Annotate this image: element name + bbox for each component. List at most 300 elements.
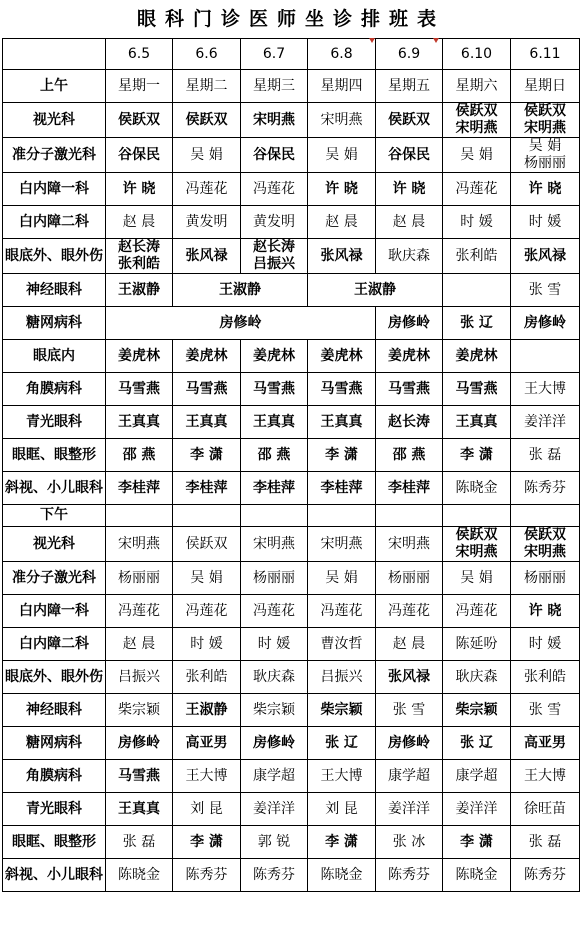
doctor-cell bbox=[173, 406, 241, 439]
doctor-cell bbox=[308, 173, 376, 206]
doctor-cell bbox=[106, 472, 173, 505]
department-label: 白内障一科 bbox=[3, 595, 106, 628]
doctor-name: 李 潇 bbox=[325, 833, 358, 850]
doctor-name: 张 辽 bbox=[460, 734, 493, 751]
date-cell: 6.9 bbox=[376, 39, 443, 70]
schedule-row bbox=[3, 760, 580, 793]
doctor-name: 陈晓金 bbox=[455, 479, 498, 496]
doctor-cell bbox=[106, 694, 173, 727]
doctor-cell bbox=[443, 206, 511, 239]
schedule-row bbox=[3, 826, 580, 859]
doctor-name: 赵 晨 bbox=[325, 213, 358, 230]
doctor-cell bbox=[376, 562, 443, 595]
doctor-cell bbox=[173, 239, 241, 274]
doctor-cell bbox=[308, 527, 376, 562]
doctor-name: 冯莲花 bbox=[320, 602, 363, 619]
doctor-name: 赵 晨 bbox=[122, 213, 156, 230]
date-cell: 6.6 bbox=[173, 39, 241, 70]
doctor-cell bbox=[106, 760, 173, 793]
doctor-cell bbox=[443, 274, 511, 307]
department-label: 眼眶、眼整形 bbox=[3, 826, 106, 859]
doctor-name: 吴 娟 bbox=[460, 146, 493, 163]
doctor-name: 时 媛 bbox=[460, 213, 493, 230]
doctor-cell bbox=[106, 661, 173, 694]
doctor-cell bbox=[173, 138, 241, 173]
corner-cell bbox=[3, 39, 106, 70]
schedule-row bbox=[3, 206, 580, 239]
doctor-cell: 王淑静 bbox=[308, 274, 443, 307]
doctor-cell bbox=[511, 826, 580, 859]
doctor-name: 柴宗颖 bbox=[118, 701, 160, 718]
department-label: 眼底内 bbox=[3, 340, 106, 373]
doctor-name: 王大博 bbox=[524, 767, 566, 784]
doctor-cell bbox=[511, 472, 580, 505]
doctor-cell bbox=[376, 595, 443, 628]
doctor-name: 冯莲花 bbox=[118, 602, 160, 619]
doctor-cell bbox=[308, 760, 376, 793]
department-label: 视光科 bbox=[3, 103, 106, 138]
doctor-cell bbox=[106, 527, 173, 562]
doctor-cell: 房修岭 bbox=[511, 307, 580, 340]
blank-cell bbox=[443, 505, 511, 527]
doctor-name: 侯跃双 bbox=[455, 103, 498, 119]
doctor-name: 邵 燕 bbox=[122, 446, 156, 463]
doctor-cell bbox=[106, 562, 173, 595]
doctor-cell bbox=[511, 793, 580, 826]
doctor-cell bbox=[308, 727, 376, 760]
doctor-name: 张 磊 bbox=[528, 446, 562, 463]
doctor-cell bbox=[308, 826, 376, 859]
doctor-name: 刘 昆 bbox=[190, 800, 223, 817]
doctor-name: 吴 娟 bbox=[190, 569, 223, 586]
afternoon-label-row bbox=[3, 505, 580, 527]
weekday-cell: 星期一 bbox=[106, 70, 173, 103]
schedule-row bbox=[3, 340, 580, 373]
doctor-name: 宋明燕 bbox=[455, 544, 498, 560]
doctor-cell bbox=[511, 859, 580, 892]
doctor-cell bbox=[308, 595, 376, 628]
doctor-name: 宋明燕 bbox=[320, 111, 363, 128]
doctor-name: 姜洋洋 bbox=[253, 800, 295, 817]
doctor-cell bbox=[308, 103, 376, 138]
doctor-cell bbox=[511, 373, 580, 406]
doctor-name: 侯跃双 bbox=[118, 111, 160, 128]
doctor-name: 张利皓 bbox=[118, 256, 160, 272]
weekday-cell: 星期五 bbox=[376, 70, 443, 103]
doctor-name: 杨丽丽 bbox=[118, 569, 160, 586]
doctor-name: 张 辽 bbox=[325, 734, 358, 751]
doctor-cell bbox=[443, 439, 511, 472]
doctor-name: 吕振兴 bbox=[320, 668, 363, 685]
doctor-cell bbox=[376, 239, 443, 274]
schedule-row bbox=[3, 793, 580, 826]
doctor-name: 赵长涛 bbox=[253, 239, 295, 255]
department-label: 白内障二科 bbox=[3, 628, 106, 661]
doctor-cell bbox=[308, 628, 376, 661]
doctor-cell bbox=[443, 406, 511, 439]
doctor-cell bbox=[511, 239, 580, 274]
department-label: 眼底外、眼外伤 bbox=[3, 239, 106, 274]
doctor-name: 王真真 bbox=[118, 800, 160, 817]
doctor-cell bbox=[376, 173, 443, 206]
doctor-cell bbox=[241, 439, 308, 472]
doctor-name: 马雪燕 bbox=[118, 380, 160, 397]
doctor-name: 王真真 bbox=[455, 413, 498, 430]
doctor-name: 李 潇 bbox=[190, 833, 223, 850]
doctor-name: 冯莲花 bbox=[455, 180, 498, 197]
doctor-name: 李桂萍 bbox=[118, 479, 160, 496]
doctor-name: 时 媛 bbox=[190, 635, 223, 652]
doctor-name: 宋明燕 bbox=[253, 535, 295, 552]
doctor-name: 陈晓金 bbox=[320, 866, 363, 883]
doctor-cell bbox=[106, 595, 173, 628]
department-label: 青光眼科 bbox=[3, 406, 106, 439]
doctor-cell: 房修岭 bbox=[376, 307, 443, 340]
doctor-cell bbox=[308, 562, 376, 595]
doctor-cell bbox=[241, 406, 308, 439]
doctor-name: 李桂萍 bbox=[320, 479, 363, 496]
blank-cell bbox=[511, 505, 580, 527]
department-label: 眼底外、眼外伤 bbox=[3, 661, 106, 694]
doctor-name: 宋明燕 bbox=[320, 535, 363, 552]
doctor-cell bbox=[376, 373, 443, 406]
doctor-cell bbox=[443, 472, 511, 505]
doctor-cell bbox=[376, 826, 443, 859]
doctor-name: 徐旺苗 bbox=[524, 800, 566, 817]
doctor-name: 康学超 bbox=[388, 767, 430, 784]
doctor-name: 马雪燕 bbox=[253, 380, 295, 397]
doctor-name: 房修岭 bbox=[118, 734, 160, 751]
doctor-name: 郭 锐 bbox=[257, 833, 291, 850]
department-label: 眼眶、眼整形 bbox=[3, 439, 106, 472]
doctor-name: 邵 燕 bbox=[392, 446, 426, 463]
doctor-cell bbox=[443, 661, 511, 694]
doctor-name: 侯跃双 bbox=[185, 535, 228, 552]
doctor-cell bbox=[173, 661, 241, 694]
doctor-cell bbox=[308, 694, 376, 727]
doctor-name: 康学超 bbox=[455, 767, 498, 784]
doctor-cell: 姜虎林 bbox=[106, 340, 173, 373]
doctor-cell: 王淑静 bbox=[173, 274, 308, 307]
blank-cell bbox=[308, 505, 376, 527]
doctor-name: 时 媛 bbox=[528, 635, 562, 652]
doctor-cell bbox=[308, 406, 376, 439]
doctor-name: 宋明燕 bbox=[388, 535, 430, 552]
doctor-cell bbox=[308, 439, 376, 472]
doctor-cell bbox=[241, 628, 308, 661]
doctor-cell bbox=[511, 727, 580, 760]
doctor-cell bbox=[106, 727, 173, 760]
doctor-name: 房修岭 bbox=[388, 734, 430, 751]
column-marker bbox=[369, 38, 375, 43]
doctor-name: 张风禄 bbox=[388, 668, 430, 685]
doctor-name: 马雪燕 bbox=[185, 380, 228, 397]
doctor-name: 张利皓 bbox=[185, 668, 228, 685]
blank-cell bbox=[173, 505, 241, 527]
schedule-row bbox=[3, 628, 580, 661]
doctor-cell bbox=[443, 826, 511, 859]
doctor-cell bbox=[376, 138, 443, 173]
doctor-cell bbox=[308, 138, 376, 173]
weekday-cell: 星期三 bbox=[241, 70, 308, 103]
doctor-cell bbox=[443, 628, 511, 661]
schedule-row bbox=[3, 239, 580, 274]
doctor-cell bbox=[376, 628, 443, 661]
doctor-cell bbox=[241, 173, 308, 206]
schedule-row bbox=[3, 274, 580, 307]
doctor-name: 李 潇 bbox=[460, 833, 493, 850]
doctor-cell: 姜虎林 bbox=[443, 340, 511, 373]
doctor-name: 柴宗颖 bbox=[320, 701, 363, 718]
doctor-name: 李 潇 bbox=[190, 446, 223, 463]
page-title: 眼科门诊医师坐诊排班表 bbox=[136, 8, 445, 30]
doctor-cell bbox=[443, 694, 511, 727]
doctor-name: 耿庆森 bbox=[388, 247, 430, 264]
doctor-name: 吴 娟 bbox=[190, 146, 223, 163]
doctor-cell bbox=[173, 826, 241, 859]
doctor-cell bbox=[106, 793, 173, 826]
doctor-name: 陈晓金 bbox=[455, 866, 498, 883]
doctor-cell bbox=[173, 206, 241, 239]
doctor-name: 陈延吩 bbox=[455, 635, 498, 652]
doctor-name: 吴 娟 bbox=[325, 569, 358, 586]
doctor-name: 宋明燕 bbox=[118, 535, 160, 552]
doctor-name: 赵长涛 bbox=[118, 239, 160, 255]
doctor-cell bbox=[443, 760, 511, 793]
doctor-cell bbox=[511, 439, 580, 472]
doctor-cell bbox=[241, 527, 308, 562]
schedule-row bbox=[3, 527, 580, 562]
doctor-cell bbox=[106, 628, 173, 661]
doctor-name: 高亚男 bbox=[524, 734, 566, 751]
doctor-cell bbox=[443, 793, 511, 826]
doctor-cell bbox=[511, 694, 580, 727]
doctor-cell bbox=[376, 103, 443, 138]
doctor-cell bbox=[241, 826, 308, 859]
doctor-cell bbox=[241, 206, 308, 239]
department-label: 准分子激光科 bbox=[3, 138, 106, 173]
doctor-name: 许 晓 bbox=[325, 180, 358, 197]
doctor-cell bbox=[308, 373, 376, 406]
doctor-cell bbox=[376, 406, 443, 439]
doctor-name: 柴宗颖 bbox=[253, 701, 295, 718]
doctor-cell bbox=[173, 694, 241, 727]
weekday-cell: 星期二 bbox=[173, 70, 241, 103]
doctor-cell bbox=[241, 727, 308, 760]
doctor-cell bbox=[173, 527, 241, 562]
doctor-cell bbox=[241, 562, 308, 595]
doctor-name: 张风禄 bbox=[185, 247, 228, 264]
department-label: 白内障一科 bbox=[3, 173, 106, 206]
morning-label: 上午 bbox=[3, 70, 106, 103]
doctor-cell bbox=[308, 859, 376, 892]
department-label: 角膜病科 bbox=[3, 373, 106, 406]
doctor-name: 李 潇 bbox=[460, 446, 493, 463]
department-label: 斜视、小儿眼科 bbox=[3, 472, 106, 505]
doctor-name: 曹汝哲 bbox=[320, 635, 363, 652]
doctor-name: 谷保民 bbox=[118, 146, 160, 163]
doctor-name: 张利皓 bbox=[524, 668, 566, 685]
weekday-cell: 星期日 bbox=[511, 70, 580, 103]
doctor-name: 王大博 bbox=[320, 767, 363, 784]
schedule-row bbox=[3, 859, 580, 892]
schedule-row bbox=[3, 439, 580, 472]
doctor-cell bbox=[106, 859, 173, 892]
doctor-cell bbox=[241, 103, 308, 138]
doctor-cell bbox=[443, 103, 511, 138]
doctor-cell bbox=[511, 628, 580, 661]
doctor-name: 杨丽丽 bbox=[253, 569, 295, 586]
doctor-name: 马雪燕 bbox=[455, 380, 498, 397]
doctor-cell bbox=[106, 173, 173, 206]
doctor-cell bbox=[376, 859, 443, 892]
doctor-name: 李 潇 bbox=[325, 446, 358, 463]
department-label: 角膜病科 bbox=[3, 760, 106, 793]
doctor-cell: 张 辽 bbox=[443, 307, 511, 340]
schedule-row bbox=[3, 727, 580, 760]
doctor-cell bbox=[376, 527, 443, 562]
doctor-cell bbox=[308, 472, 376, 505]
doctor-name: 黄发明 bbox=[185, 213, 228, 230]
doctor-name: 陈秀芬 bbox=[185, 866, 228, 883]
doctor-cell: 姜虎林 bbox=[173, 340, 241, 373]
doctor-name: 王大博 bbox=[185, 767, 228, 784]
doctor-name: 吕振兴 bbox=[253, 256, 295, 272]
doctor-name: 房修岭 bbox=[253, 734, 295, 751]
doctor-name: 杨丽丽 bbox=[524, 569, 566, 586]
doctor-name: 许 晓 bbox=[392, 180, 426, 197]
doctor-cell bbox=[173, 173, 241, 206]
department-label: 白内障二科 bbox=[3, 206, 106, 239]
doctor-cell bbox=[106, 138, 173, 173]
doctor-name: 时 媛 bbox=[257, 635, 291, 652]
doctor-name: 赵 晨 bbox=[392, 213, 426, 230]
doctor-cell bbox=[308, 661, 376, 694]
doctor-name: 李桂萍 bbox=[388, 479, 430, 496]
doctor-name: 侯跃双 bbox=[388, 111, 430, 128]
doctor-name: 王淑静 bbox=[185, 701, 228, 718]
doctor-cell bbox=[511, 103, 580, 138]
department-label: 神经眼科 bbox=[3, 274, 106, 307]
doctor-cell bbox=[173, 562, 241, 595]
schedule-row bbox=[3, 562, 580, 595]
department-label: 糖网病科 bbox=[3, 727, 106, 760]
doctor-name: 李桂萍 bbox=[253, 479, 295, 496]
doctor-cell bbox=[173, 595, 241, 628]
doctor-name: 陈秀芬 bbox=[524, 479, 566, 496]
column-marker bbox=[433, 38, 439, 43]
doctor-name: 马雪燕 bbox=[388, 380, 430, 397]
doctor-cell bbox=[511, 406, 580, 439]
doctor-name: 张风禄 bbox=[524, 247, 566, 264]
doctor-cell bbox=[173, 628, 241, 661]
doctor-name: 王真真 bbox=[320, 413, 363, 430]
doctor-cell: 张 雪 bbox=[511, 274, 580, 307]
department-label: 准分子激光科 bbox=[3, 562, 106, 595]
doctor-name: 吴 娟 bbox=[528, 138, 562, 154]
doctor-name: 耿庆森 bbox=[455, 668, 498, 685]
doctor-name: 张 磊 bbox=[122, 833, 156, 850]
doctor-name: 侯跃双 bbox=[185, 111, 228, 128]
doctor-name: 王真真 bbox=[253, 413, 295, 430]
doctor-cell bbox=[241, 793, 308, 826]
department-label: 糖网病科 bbox=[3, 307, 106, 340]
doctor-name: 康学超 bbox=[253, 767, 295, 784]
doctor-cell bbox=[443, 373, 511, 406]
doctor-cell bbox=[443, 727, 511, 760]
doctor-name: 姜洋洋 bbox=[388, 800, 430, 817]
doctor-name: 冯莲花 bbox=[253, 602, 295, 619]
doctor-cell bbox=[241, 239, 308, 274]
department-label: 神经眼科 bbox=[3, 694, 106, 727]
doctor-name: 王大博 bbox=[524, 380, 566, 397]
doctor-name: 刘 昆 bbox=[325, 800, 358, 817]
date-cell: 6.5 bbox=[106, 39, 173, 70]
doctor-cell: 房修岭 bbox=[106, 307, 376, 340]
doctor-cell bbox=[511, 206, 580, 239]
doctor-name: 陈秀芬 bbox=[253, 866, 295, 883]
weekday-cell: 星期六 bbox=[443, 70, 511, 103]
department-label: 青光眼科 bbox=[3, 793, 106, 826]
doctor-cell bbox=[308, 206, 376, 239]
doctor-cell bbox=[511, 562, 580, 595]
doctor-name: 冯莲花 bbox=[185, 602, 228, 619]
doctor-cell bbox=[241, 694, 308, 727]
doctor-name: 许 晓 bbox=[528, 602, 562, 619]
doctor-name: 陈秀芬 bbox=[388, 866, 430, 883]
doctor-name: 李桂萍 bbox=[185, 479, 228, 496]
doctor-name: 马雪燕 bbox=[118, 767, 160, 784]
doctor-name: 杨丽丽 bbox=[388, 569, 430, 586]
doctor-cell bbox=[443, 173, 511, 206]
doctor-name: 陈秀芬 bbox=[524, 866, 566, 883]
doctor-name: 马雪燕 bbox=[320, 380, 363, 397]
doctor-name: 宋明燕 bbox=[455, 120, 498, 136]
doctor-cell bbox=[443, 138, 511, 173]
doctor-cell bbox=[106, 206, 173, 239]
weekday-cell: 星期四 bbox=[308, 70, 376, 103]
doctor-cell bbox=[511, 661, 580, 694]
department-label: 视光科 bbox=[3, 527, 106, 562]
schedule-row bbox=[3, 472, 580, 505]
doctor-cell bbox=[443, 859, 511, 892]
doctor-name: 许 晓 bbox=[122, 180, 156, 197]
date-cell: 6.11 bbox=[511, 39, 580, 70]
doctor-cell bbox=[241, 859, 308, 892]
schedule-row bbox=[3, 173, 580, 206]
doctor-name: 杨丽丽 bbox=[524, 155, 566, 171]
doctor-cell bbox=[106, 439, 173, 472]
doctor-cell bbox=[443, 239, 511, 274]
doctor-name: 侯跃双 bbox=[455, 527, 498, 543]
doctor-cell bbox=[106, 406, 173, 439]
doctor-name: 冯莲花 bbox=[253, 180, 295, 197]
doctor-cell bbox=[511, 340, 580, 373]
doctor-name: 冯莲花 bbox=[388, 602, 430, 619]
doctor-cell bbox=[376, 439, 443, 472]
doctor-name: 姜洋洋 bbox=[524, 413, 566, 430]
doctor-name: 宋明燕 bbox=[253, 111, 295, 128]
doctor-cell bbox=[106, 826, 173, 859]
doctor-cell bbox=[443, 527, 511, 562]
department-label: 斜视、小儿眼科 bbox=[3, 859, 106, 892]
doctor-name: 冯莲花 bbox=[455, 602, 498, 619]
doctor-cell bbox=[511, 527, 580, 562]
doctor-name: 吴 娟 bbox=[325, 146, 358, 163]
schedule-row bbox=[3, 661, 580, 694]
doctor-name: 姜洋洋 bbox=[455, 800, 498, 817]
doctor-cell bbox=[173, 103, 241, 138]
